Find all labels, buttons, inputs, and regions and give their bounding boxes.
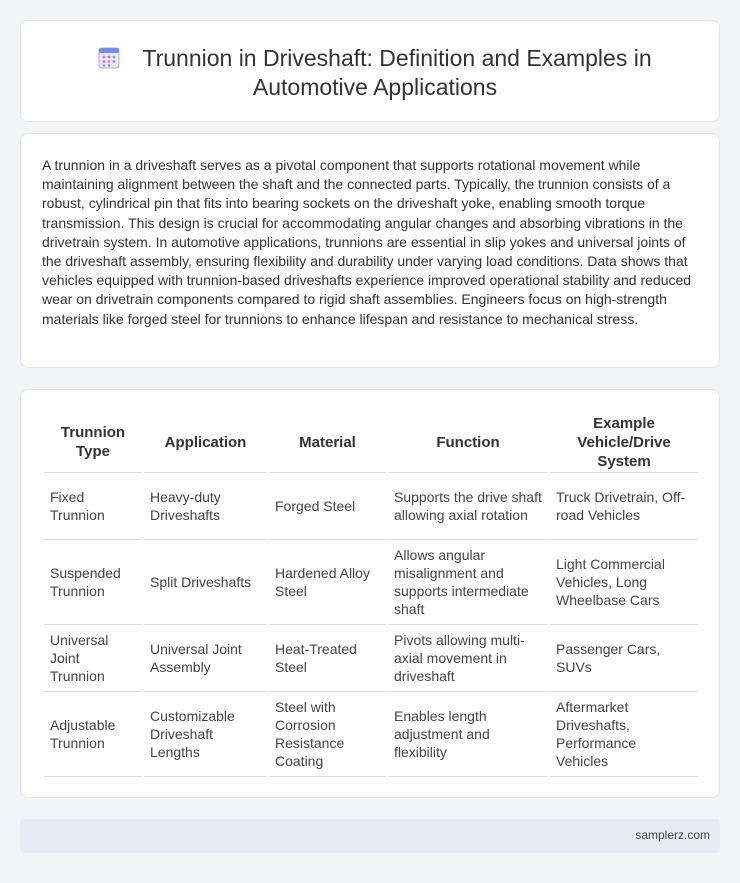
intro-paragraph: A trunnion in a driveshaft serves as a pivotal component that supports rotational movement while maintaining alignment between the shaft and the connected parts. Typically, the trunnion consists of a robust, cylindrical pin that fits into bearing sockets on the driveshaft yoke, enabling smooth torque transmission. This design is crucial for accommodating angular changes and absorbing vibrations in the drivetrain system. In automotive applications, trunnions are essential in slip yokes and universal joints of the driveshaft assembly, ensuring flexibility and durability under varying load conditions. Data shows that vehicles equipped with trunnion-based driveshafts experience improved operational stability and reduced wear on drivetrain components compared to rigid shaft assemblies. Engineers focus on high-strength materials like forged steel for trunnions to enhance lifespan and resistance to mechanical stress. [42, 157, 692, 327]
table-row [44, 625, 698, 692]
table-cell: Split Driveshafts [144, 540, 267, 625]
table-cell: Hardened Alloy Steel [269, 540, 386, 625]
trunnion-table [42, 412, 700, 777]
table-cell: Truck Drivetrain, Off-road Vehicles [550, 473, 698, 540]
column-header: Example Vehicle/Drive System [550, 412, 698, 473]
table-cell: Pivots allowing multi-axial movement in driveshaft [388, 625, 548, 692]
table-cell: Adjustable Trunnion [44, 692, 142, 777]
table-cell: Heavy-duty Driveshafts [144, 473, 267, 540]
table-cell: Supports the drive shaft allowing axial rotation [388, 473, 548, 540]
column-header: Function [388, 412, 548, 473]
table-card [20, 389, 720, 798]
footer-bar [20, 819, 720, 853]
table-cell: Universal Joint Assembly [144, 625, 267, 692]
table-row [44, 473, 698, 540]
table-cell: Light Commercial Vehicles, Long Wheelbase Cars [550, 540, 698, 625]
intro-card [20, 133, 720, 368]
table-cell: Passenger Cars, SUVs [550, 625, 698, 692]
table-cell: Fixed Trunnion [44, 473, 142, 540]
table-row [44, 540, 698, 625]
page-title [71, 44, 679, 102]
table-cell: Aftermarket Driveshafts, Performance Vehicles [550, 692, 698, 777]
table-header-row [44, 412, 698, 473]
document-grid-icon [98, 47, 120, 69]
table-cell: Forged Steel [269, 473, 386, 540]
page-title-text: Trunnion in Driveshaft: Definition and Examples in Automotive Applications [142, 45, 652, 100]
table-cell: Enables length adjustment and flexibility [388, 692, 548, 777]
table-row [44, 692, 698, 777]
column-header: Trunnion Type [44, 412, 142, 473]
column-header: Material [269, 412, 386, 473]
table-cell: Suspended Trunnion [44, 540, 142, 625]
table-cell: Heat-Treated Steel [269, 625, 386, 692]
table-cell: Allows angular misalignment and supports intermediate shaft [388, 540, 548, 625]
column-header: Application [144, 412, 267, 473]
table-cell: Steel with Corrosion Resistance Coating [269, 692, 386, 777]
site-credit-link[interactable]: samplerz.com [635, 828, 710, 842]
table-cell: Universal Joint Trunnion [44, 625, 142, 692]
header-card [20, 20, 720, 122]
table-cell: Customizable Driveshaft Lengths [144, 692, 267, 777]
